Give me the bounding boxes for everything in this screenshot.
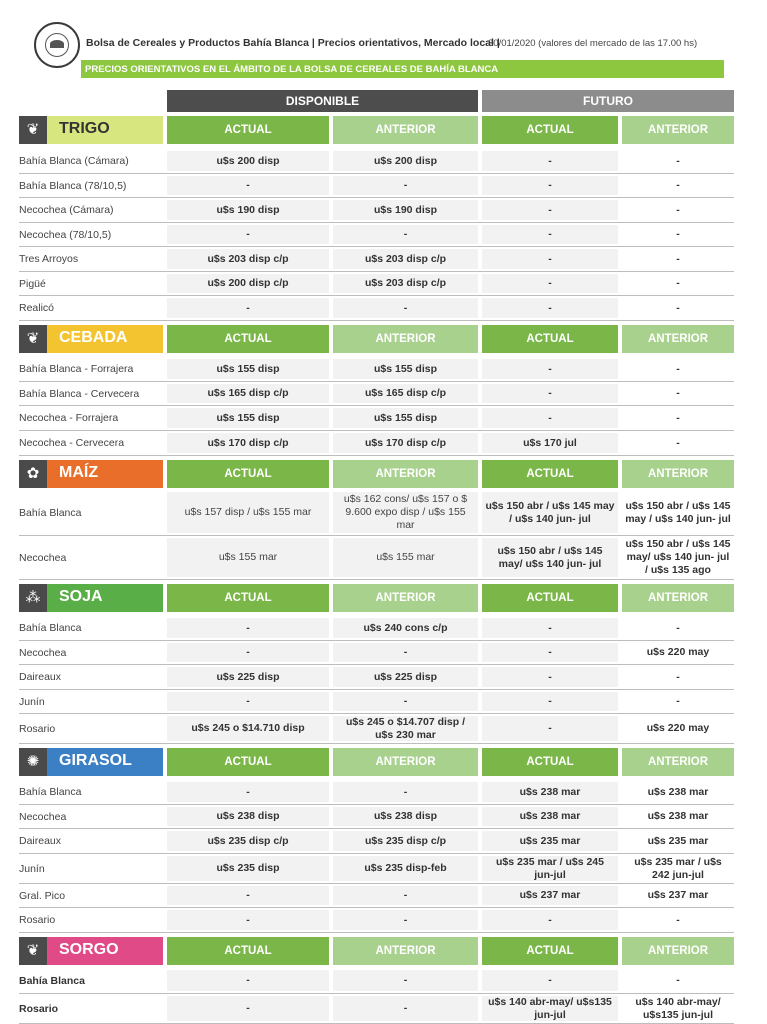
price-cell: - (333, 910, 478, 930)
price-cell: - (676, 362, 680, 375)
table-row (19, 272, 734, 296)
price-cell: u$s 203 disp c/p (167, 249, 329, 269)
row-location-label: Necochea - Forrajera (19, 412, 119, 424)
price-cell: - (167, 225, 329, 244)
price-cell: - (167, 910, 329, 930)
price-cell: u$s 238 mar (482, 807, 618, 826)
price-cell: u$s 140 abr-may/ u$s135 jun-jul (482, 996, 618, 1021)
price-cell: - (333, 886, 478, 905)
barley-icon: ❦ (19, 325, 47, 353)
row-location-label: Bahía Blanca (Cámara) (19, 155, 129, 167)
price-cell: - (167, 692, 329, 711)
price-cell: u$s 150 abr / u$s 145 may/ u$s 140 jun- jul / u$s 135 ago (625, 538, 731, 576)
category-name: GIRASOL (59, 752, 132, 769)
category-maiz (19, 460, 163, 488)
price-cell: - (167, 176, 329, 195)
anterior-column-header: ANTERIOR (622, 460, 734, 488)
table-row (19, 854, 734, 884)
price-cell: u$s 155 disp (167, 359, 329, 379)
price-cell: u$s 235 mar (647, 834, 709, 847)
table-row (19, 382, 734, 406)
price-cell: u$s 235 disp-feb (333, 856, 478, 881)
price-cell: u$s 203 disp c/p (333, 249, 478, 269)
price-cell: - (167, 643, 329, 662)
row-location-label: Necochea (78/10,5) (19, 228, 112, 241)
price-cell: - (676, 277, 680, 289)
price-cell: u$s 150 abr / u$s 145 may / u$s 140 jun- jul (625, 499, 731, 525)
price-cell: - (482, 716, 618, 741)
table-row (19, 805, 734, 829)
price-cell: - (482, 274, 618, 293)
table-row (19, 690, 734, 714)
price-cell: - (482, 225, 618, 244)
price-cell: u$s 235 disp c/p (333, 831, 478, 851)
table-row (19, 968, 734, 994)
row-location-label: Bahía Blanca (19, 622, 82, 634)
row-location-label: Rosario (19, 914, 56, 926)
table-row (19, 247, 734, 272)
price-cell: u$s 245 o $14.707 disp / u$s 230 mar (333, 716, 478, 741)
actual-column-header: ACTUAL (482, 325, 618, 353)
price-cell: - (167, 618, 329, 638)
actual-column-header: ACTUAL (482, 584, 618, 612)
price-cell: - (333, 970, 478, 991)
price-cell: u$s 200 disp c/p (167, 274, 329, 293)
price-cell: - (333, 298, 478, 318)
price-cell: u$s 155 disp (167, 408, 329, 428)
header-date: 30/01/2020 (valores del mercado de las 17.00 hs) (488, 38, 698, 49)
price-cell: u$s 155 disp (333, 408, 478, 428)
actual-column-header: ACTUAL (482, 937, 618, 965)
price-cell: u$s 140 abr-may/ u$s135 jun-jul (635, 995, 721, 1021)
table-row (19, 665, 734, 690)
category-name: SORGO (59, 941, 119, 958)
category-soja (19, 584, 163, 612)
price-cell: u$s 200 disp (167, 151, 329, 171)
price-cell: u$s 162 cons/ u$s 157 o $ 9.600 expo disp / u$s 155 mar (333, 492, 478, 533)
price-cell: - (676, 974, 680, 986)
anterior-column-header: ANTERIOR (622, 325, 734, 353)
anterior-column-header: ANTERIOR (622, 584, 734, 612)
price-cell: u$s 225 disp (333, 667, 478, 687)
price-cell: - (676, 228, 680, 240)
row-location-label: Bahía Blanca (19, 974, 85, 987)
price-cell: - (676, 411, 680, 424)
table-row (19, 616, 734, 641)
actual-column-header: ACTUAL (482, 460, 618, 488)
category-trigo (19, 116, 163, 144)
wheat-icon: ❦ (19, 116, 47, 144)
table-row (19, 296, 734, 321)
price-cell: - (333, 996, 478, 1021)
price-cell: u$s 235 mar / u$s 242 jun-jul (634, 855, 722, 881)
row-location-label: Necochea - Cervecera (19, 437, 125, 449)
row-location-label: Bahía Blanca (78/10,5) (19, 179, 127, 192)
price-cell: - (482, 298, 618, 318)
row-location-label: Tres Arroyos (19, 253, 79, 265)
price-cell: u$s 240 cons c/p (333, 618, 478, 638)
price-cell: - (482, 970, 618, 991)
table-row (19, 829, 734, 854)
price-cell: - (482, 667, 618, 687)
price-cell: u$s 235 mar (482, 831, 618, 851)
table-row (19, 994, 734, 1024)
price-cell: u$s 190 disp (167, 200, 329, 220)
price-cell: - (482, 408, 618, 428)
row-location-label: Necochea (19, 646, 67, 659)
category-name: MAÍZ (59, 464, 99, 481)
actual-column-header: ACTUAL (167, 748, 329, 776)
price-cell: - (482, 384, 618, 403)
anterior-column-header: ANTERIOR (333, 116, 478, 144)
price-cell: - (167, 970, 329, 991)
price-cell: u$s 220 may (646, 722, 710, 734)
row-location-label: Daireaux (19, 835, 62, 847)
row-location-label: Pigüé (19, 277, 46, 290)
price-cell: - (333, 176, 478, 195)
price-cell: u$s 170 disp c/p (167, 433, 329, 453)
row-location-label: Daireaux (19, 671, 62, 683)
price-cell: - (482, 249, 618, 269)
price-cell: u$s 238 disp (167, 807, 329, 826)
price-cell: u$s 235 disp (167, 856, 329, 881)
price-cell: u$s 220 may (646, 646, 710, 658)
price-cell: u$s 150 abr / u$s 145 may/ u$s 140 jun- jul (482, 538, 618, 577)
price-cell: - (676, 387, 680, 399)
bolsa-logo (34, 22, 80, 68)
price-cell: - (676, 252, 680, 265)
futuro-header: FUTURO (482, 90, 734, 112)
anterior-column-header: ANTERIOR (333, 584, 478, 612)
price-cell: - (482, 200, 618, 220)
price-cell: u$s 155 disp (333, 359, 478, 379)
price-cell: - (482, 692, 618, 711)
price-cell: - (482, 359, 618, 379)
price-cell: - (482, 151, 618, 171)
table-row (19, 406, 734, 431)
price-cell: - (333, 225, 478, 244)
price-cell: - (482, 618, 618, 638)
price-cell: u$s 238 mar (647, 810, 709, 822)
price-cell: - (676, 436, 680, 449)
table-row (19, 536, 734, 580)
disponible-header: DISPONIBLE (167, 90, 478, 112)
price-cell: - (676, 179, 680, 191)
price-cell: u$s 235 disp c/p (167, 831, 329, 851)
price-cell: - (333, 782, 478, 802)
table-row (19, 198, 734, 223)
price-cell: u$s 165 disp c/p (167, 384, 329, 403)
actual-column-header: ACTUAL (482, 748, 618, 776)
table-row (19, 641, 734, 665)
actual-column-header: ACTUAL (167, 584, 329, 612)
table-row (19, 490, 734, 536)
table-row (19, 357, 734, 382)
row-location-label: Rosario (19, 1002, 59, 1015)
price-cell: u$s 203 disp c/p (333, 274, 478, 293)
header-title: Bolsa de Cereales y Productos Bahía Blanca | Precios orientativos, Mercado local | (86, 37, 500, 49)
price-cell: u$s 170 disp c/p (333, 433, 478, 453)
banner: PRECIOS ORIENTATIVOS EN EL ÁMBITO DE LA BOLSA DE CEREALES DE BAHÍA BLANCA (81, 60, 724, 78)
price-cell: u$s 237 mar (647, 889, 709, 901)
actual-column-header: ACTUAL (167, 460, 329, 488)
price-cell: u$s 238 mar (482, 782, 618, 802)
row-location-label: Junín (19, 862, 45, 875)
price-cell: u$s 237 mar (482, 886, 618, 905)
price-cell: u$s 155 mar (167, 538, 329, 577)
sunflower-icon: ✺ (19, 748, 47, 776)
row-location-label: Necochea (Cámara) (19, 204, 114, 216)
price-cell: u$s 165 disp c/p (333, 384, 478, 403)
row-location-label: Necochea (19, 551, 67, 564)
price-cell: - (482, 910, 618, 930)
category-sorgo (19, 937, 163, 965)
price-cell: - (482, 643, 618, 662)
price-cell: u$s 170 jul (482, 433, 618, 453)
row-location-label: Bahía Blanca (19, 506, 82, 519)
price-cell: - (167, 298, 329, 318)
row-location-label: Junín (19, 695, 45, 708)
table-row (19, 174, 734, 198)
price-cell: u$s 225 disp (167, 667, 329, 687)
anterior-column-header: ANTERIOR (333, 937, 478, 965)
price-cell: u$s 200 disp (333, 151, 478, 171)
category-name: TRIGO (59, 120, 110, 137)
price-cell: - (333, 692, 478, 711)
row-location-label: Rosario (19, 722, 56, 735)
price-cell: u$s 238 mar (647, 785, 709, 798)
price-cell: u$s 157 disp / u$s 155 mar (167, 492, 329, 533)
price-cell: - (676, 621, 680, 634)
row-location-label: Gral. Pico (19, 889, 66, 902)
price-cell: - (167, 996, 329, 1021)
logo-emblem-icon (45, 33, 69, 57)
row-location-label: Realicó (19, 302, 55, 314)
actual-column-header: ACTUAL (167, 116, 329, 144)
price-cell: u$s 245 o $14.710 disp (167, 716, 329, 741)
price-cell: u$s 190 disp (333, 200, 478, 220)
table-row (19, 431, 734, 456)
anterior-column-header: ANTERIOR (333, 325, 478, 353)
price-cell: - (676, 695, 680, 707)
table-row (19, 780, 734, 805)
anterior-column-header: ANTERIOR (622, 116, 734, 144)
price-cell: u$s 155 mar (333, 538, 478, 577)
price-cell: - (482, 176, 618, 195)
anterior-column-header: ANTERIOR (333, 460, 478, 488)
soybean-icon: ⁂ (19, 584, 47, 612)
price-cell: - (676, 301, 680, 314)
table-row (19, 223, 734, 247)
price-cell: - (333, 643, 478, 662)
price-cell: u$s 150 abr / u$s 145 may / u$s 140 jun- jul (482, 492, 618, 533)
price-cell: - (676, 154, 680, 167)
category-girasol (19, 748, 163, 776)
corn-icon: ✿ (19, 460, 47, 488)
price-cell: u$s 238 disp (333, 807, 478, 826)
category-cebada (19, 325, 163, 353)
anterior-column-header: ANTERIOR (333, 748, 478, 776)
row-location-label: Bahía Blanca - Forrajera (19, 363, 134, 375)
table-row (19, 714, 734, 744)
table-row (19, 149, 734, 174)
category-name: SOJA (59, 588, 103, 605)
row-location-label: Bahía Blanca (19, 786, 82, 798)
price-cell: - (676, 670, 680, 683)
price-cell: - (676, 203, 680, 216)
anterior-column-header: ANTERIOR (622, 748, 734, 776)
table-row (19, 884, 734, 908)
sorghum-icon: ❦ (19, 937, 47, 965)
actual-column-header: ACTUAL (482, 116, 618, 144)
row-location-label: Bahía Blanca - Cervecera (19, 387, 140, 400)
row-location-label: Necochea (19, 810, 67, 823)
actual-column-header: ACTUAL (167, 937, 329, 965)
price-cell: - (167, 782, 329, 802)
price-cell: u$s 235 mar / u$s 245 jun-jul (482, 856, 618, 881)
anterior-column-header: ANTERIOR (622, 937, 734, 965)
price-cell: - (676, 913, 680, 926)
actual-column-header: ACTUAL (167, 325, 329, 353)
table-row (19, 908, 734, 933)
price-cell: - (167, 886, 329, 905)
category-name: CEBADA (59, 329, 128, 346)
